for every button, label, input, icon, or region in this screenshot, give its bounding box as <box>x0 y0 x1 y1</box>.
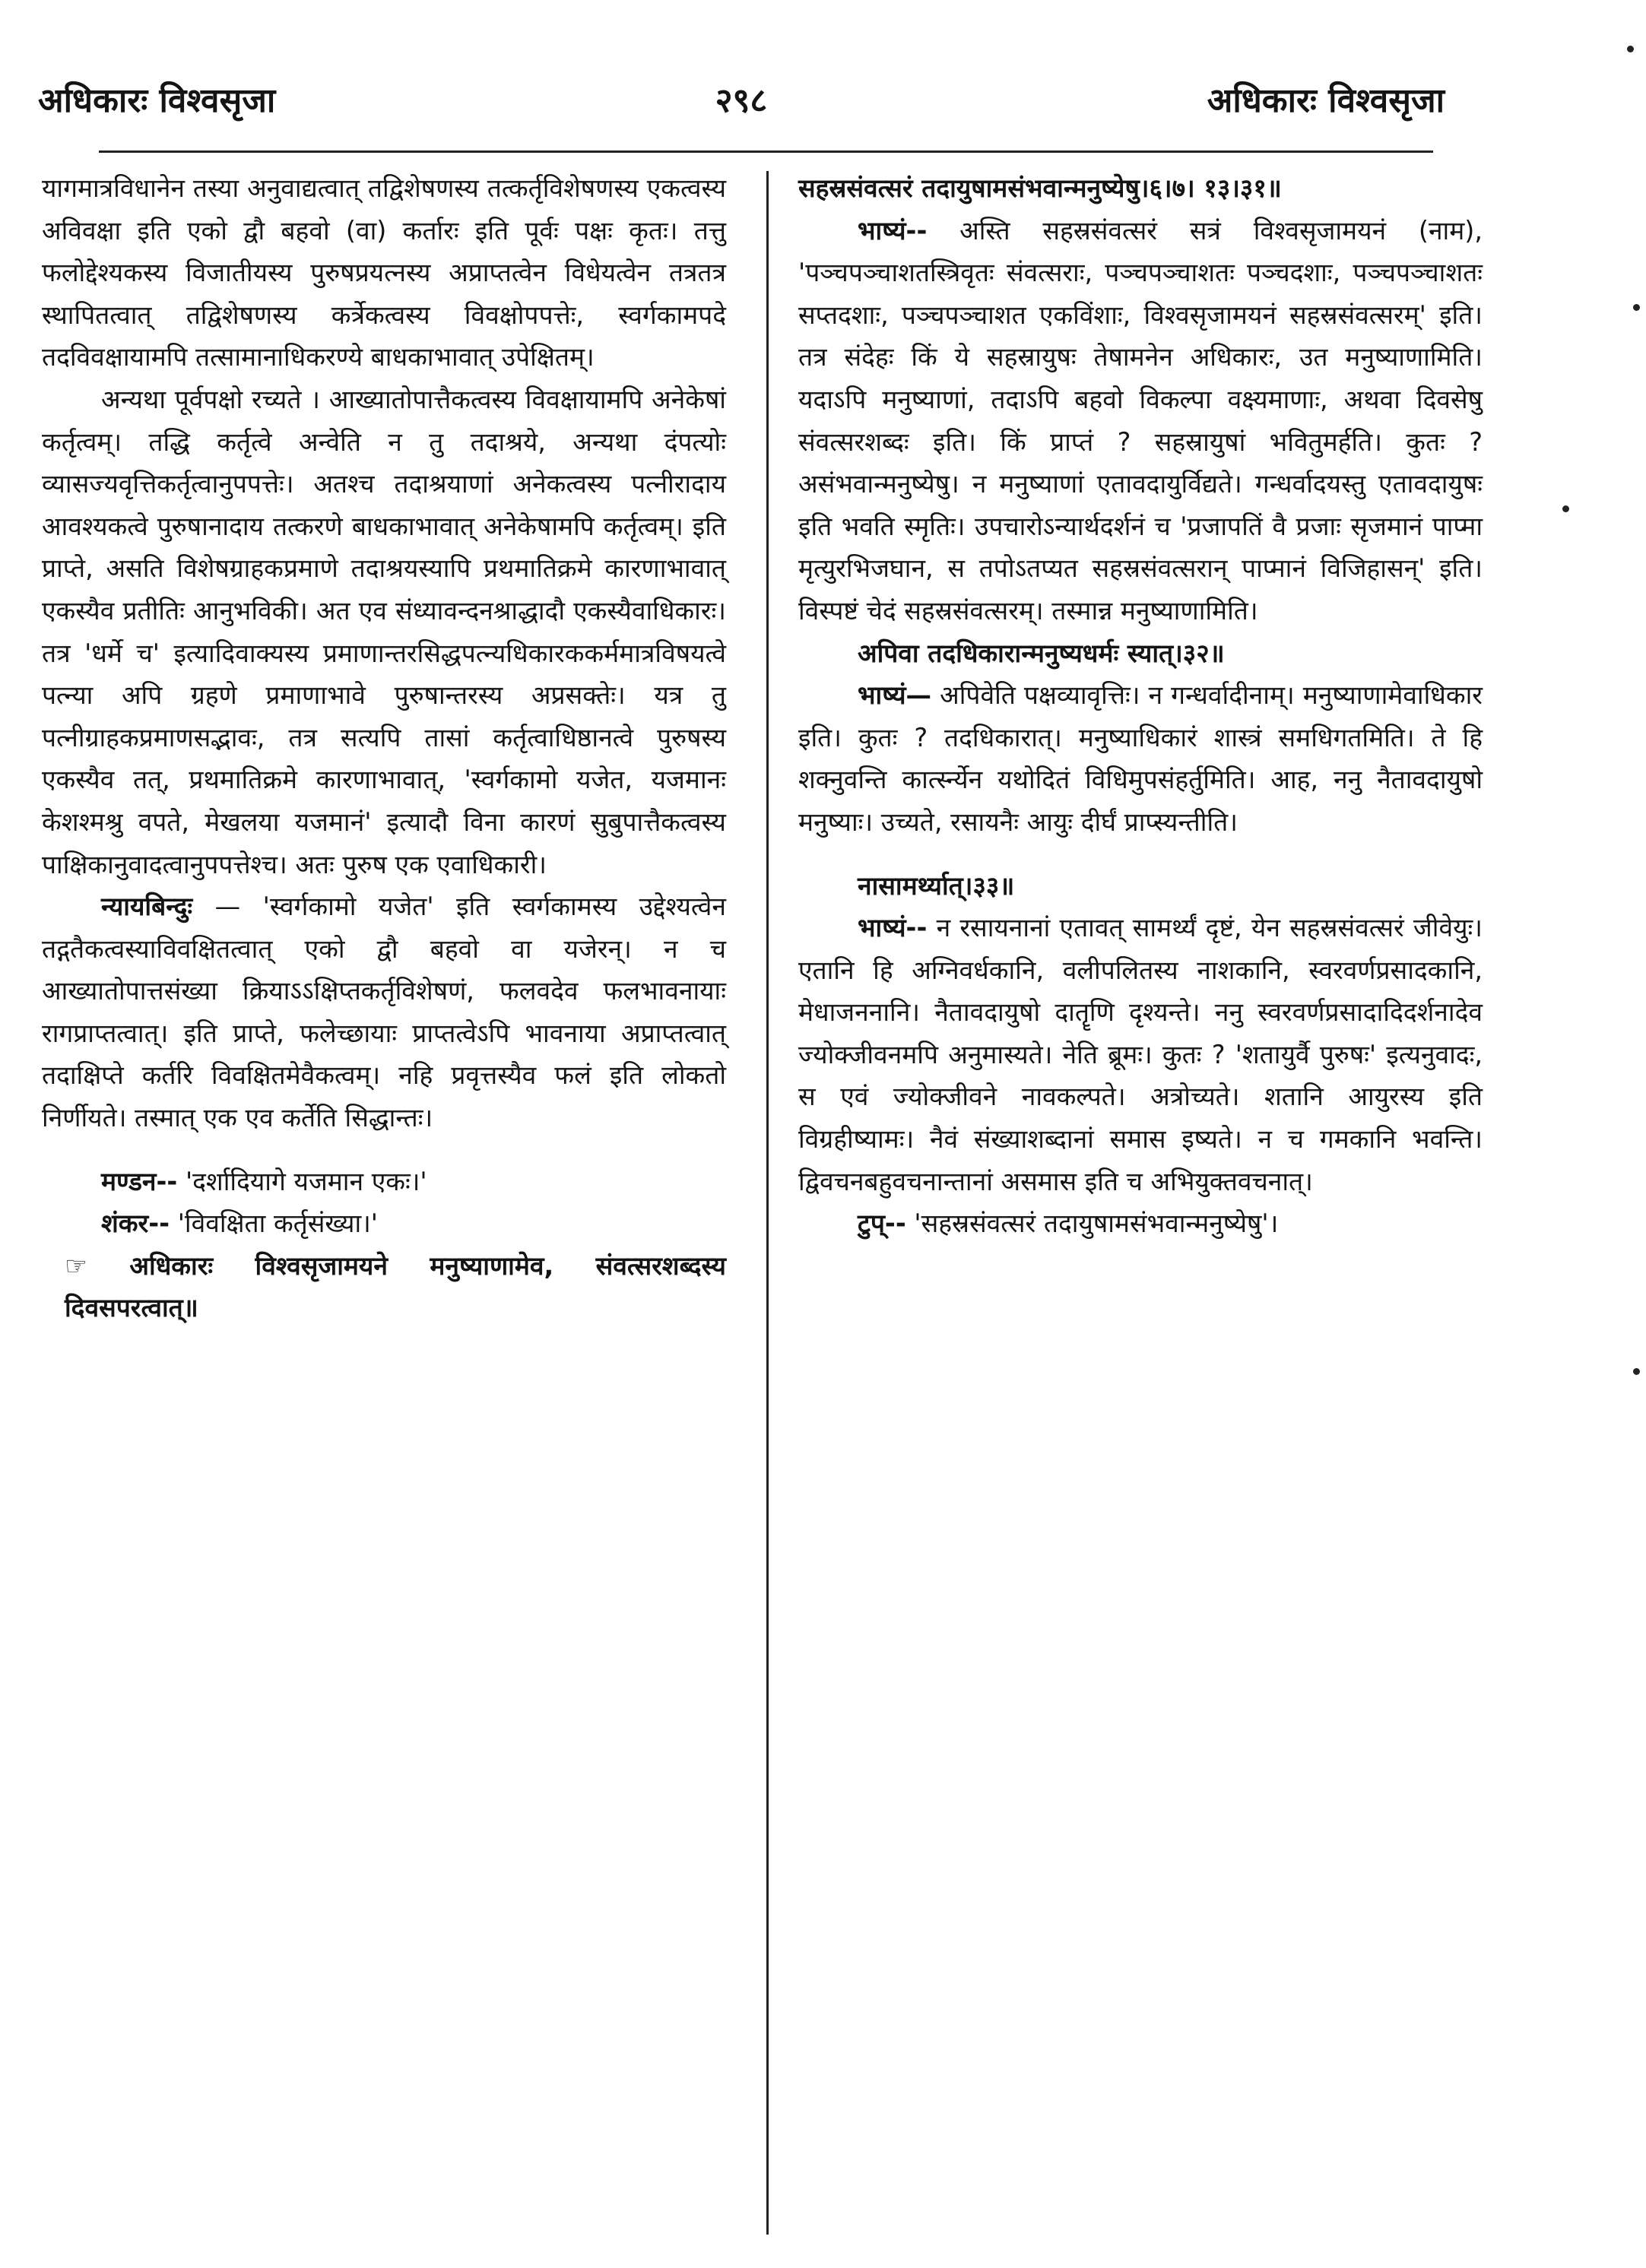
running-title-left: अधिकारः विश्वसृजा <box>38 81 276 120</box>
mandana-label: मण्डन-- <box>101 1166 178 1196</box>
tup-view <box>798 1202 1483 1245</box>
left-paragraph-2: अन्यथा पूर्वपक्षो रच्यते । आख्यातोपात्तैकत्वस्य विवक्षायामपि अनेकेषां कर्तृत्वम्। तद्धि कर्तृत्वे अन्वेति न तु तदाश्रये, अन्यथा दंपत्योः व्यासज्यवृत्तिकर्तृत्वानुपपत्तेः। अतश्च तदाश्रयाणां अनेकत्वस्य पत्नीरादाय आवश्यकत्वे पुरुषानादाय तत्करणे बाधकाभावात् अनेकेषामपि कर्तृत्वम्। इति प्राप्ते, असति विशेषग्राहकप्रमाणे तदाश्रयस्यापि प्रथमातिक्रमे कारणाभावात् एकस्यैव प्रतीतिः आनुभविकी। अत एव संध्यावन्दनश्राद्धादौ एकस्यैवाधिकारः। तत्र 'धर्मे च' इत्यादिवाक्यस्य प्रमाणान्तरसिद्धपत्न्यधिकारककर्ममात्रविषयत्वे पत्न्या अपि ग्रहणे प्रमाणाभावे पुरुषान्तरस्य अप्रसक्तेः। यत्र तु पत्नीग्राहकप्रमाणसद्भावः, तत्र सत्यपि तासां कर्तृत्वाधिष्ठानत्वे पुरुषस्य एकस्यैव तत्, प्रथमातिक्रमे कारणाभावात्, 'स्वर्गकामो यजेत, यजमानः केशश्मश्रु वपते, मेखलया यजमानं' इत्यादौ विना कारणं सुबुपात्तैकत्वस्य पाक्षिकानुवादत्वानुपपत्तेश्च। अतः पुरुष एक एवाधिकारी। <box>42 384 726 879</box>
bhashya-label: भाष्यं-- <box>858 215 928 245</box>
bhashya-32 <box>798 674 1483 843</box>
mandana-text: 'दर्शादियागे यजमान एकः।' <box>185 1166 427 1196</box>
shankara-text: 'विवक्षिता कर्तृसंख्या।' <box>177 1208 379 1239</box>
column-divider <box>766 171 769 2235</box>
margin-dot <box>1627 46 1634 52</box>
shankara-label: शंकर-- <box>101 1208 170 1239</box>
bhashya-33 <box>798 907 1483 1202</box>
margin-dot <box>1562 505 1569 512</box>
sutra-32: अपिवा तदधिकारान्मनुष्यधर्मः स्यात्।३२॥ <box>858 638 1225 668</box>
pointing-hand-icon: ☞ <box>65 1250 88 1281</box>
left-paragraph-1: यागमात्रविधानेन तस्या अनुवाद्यत्वात् तद्विशेषणस्य तत्कर्तृविशेषणस्य एकत्वस्य अविवक्षा इति एको द्वौ बहवो (वा) कर्तारः इति पूर्वः पक्षः कृतः। तत्तु फलोद्देश्यकस्य विजातीयस्य पुरुषप्रयत्नस्य अप्राप्तत्वेन विधेयत्वेन तत्रतत्र स्थापितत्वात् तद्विशेषणस्य कर्त्रेकत्वस्य विवक्षोपपत्तेः, स्वर्गकामपदे तदविवक्षायामपि तत्सामानाधिकरण्ये बाधकाभावात् उपेक्षितम्। <box>42 173 726 372</box>
running-title-right: अधिकारः विश्वसृजा <box>1207 81 1445 120</box>
page-header <box>38 76 1445 144</box>
left-column <box>42 167 726 1329</box>
bhashya-31 <box>798 210 1483 632</box>
tup-text: 'सहस्रसंवत्सरं तदायुषामसंभवान्मनुष्येषु'। <box>914 1208 1279 1239</box>
sutra-31: सहस्रसंवत्सरं तदायुषामसंभवान्मनुष्येषु।६।७। १३।३१॥ <box>798 173 1282 203</box>
nyaya-bindu-paragraph: न्यायबिन्दुः — 'स्वर्गकामो यजेत' इति स्वर्गकामस्य उद्देश्यत्वेन तद्गतैकत्वस्याविवक्षितत्वात् एको द्वौ बहवो वा यजेरन्। न च आख्यातोपात्तसंख्या क्रियाऽऽक्षिप्तकर्तृविशेषणं, फलवदेव फलभावनायाः रागप्राप्तत्वात्। इति प्राप्ते, फलेच्छायाः प्राप्तत्वेऽपि भावनाया अप्राप्तत्वात् तदाक्षिप्ते कर्तरि विवक्षितमेवैकत्वम्। नहि प्रवृत्तस्यैव फलं इति लोकतो निर्णीयते। तस्मात् एक एव कर्तेति सिद्धान्तः। <box>42 892 726 1133</box>
sutra-33: नासामर्थ्यात्।३३॥ <box>858 870 1015 901</box>
bhashya-label: भाष्यं— <box>858 680 932 711</box>
margin-dot <box>1633 1368 1640 1375</box>
bhashya-label: भाष्यं-- <box>858 913 928 943</box>
bhashya-31-text: अस्ति सहस्रसंवत्सरं सत्रं विश्वसृजामयनं (नाम), 'पञ्चपञ्चाशतस्त्रिवृतः संवत्सराः, पञ्चपञ्चाशतः पञ्चदशाः, पञ्चपञ्चाशतः सप्तदशाः, पञ्चपञ्चाशत एकविंशाः, विश्वसृजामयनं सहस्रसंवत्सरम्' इति। तत्र संदेहः किं ये सहस्रायुषः तेषामनेन अधिकारः, उत मनुष्याणामिति। यदाऽपि मनुष्याणां, तदाऽपि बहवो विकल्पा वक्ष्यमाणाः, अथवा दिवसेषु संवत्सरशब्दः इति। किं प्राप्तं ? सहस्रायुषां भवितुमर्हति। कुतः ? असंभवान्मनुष्येषु। न मनुष्याणां एतावदायुर्विद्यते। गन्धर्वादयस्तु एतावदायुषः इति भवति स्मृतिः। उपचारोऽन्यार्थदर्शनं च 'प्रजापतिं वै प्रजाः सृजमानं पाप्मा मृत्युरभिजघान, स तपोऽतप्यत सहस्रसंवत्सरान् पाप्मानं विजिहासन्' इति। विस्पष्टं चेदं सहस्रसंवत्सरम्। तस्मान्न मनुष्याणामिति। <box>798 215 1483 626</box>
bhashya-33-text: न रसायनानां एतावत् सामर्थ्यं दृष्टं, येन सहस्रसंवत्सरं जीवेयुः। एतानि हि अग्निवर्धकानि, वलीपलितस्य नाशकानि, स्वरवर्णप्रसादकानि, मेधाजननानि। नैतावदायुषो दातॄणि दृश्यन्ते। ननु स्वरवर्णप्रसादादिदर्शनादेव ज्योक्जीवनमपि अनुमास्यते। नेति ब्रूमः। कुतः ? 'शतायुर्वै पुरुषः' इत्यनुवादः, स एवं ज्योक्जीवने नावकल्पते। अत्रोच्यते। शतानि आयुरस्य इति विग्रहीष्यामः। नैवं संख्याशब्दानां समास इष्यते। न च गमकानि भवन्ति। द्विवचनबहुवचनान्तानां असमास इति च अभियुक्तवचनात्। <box>798 913 1483 1196</box>
tup-label: टुप्-- <box>858 1208 906 1239</box>
conclusion-text: विश्वसृजामयने मनुष्याणामेव, संवत्सरशब्दस्य दिवसपरत्वात्॥ <box>65 1250 726 1323</box>
page-number: २९८ <box>715 81 768 120</box>
conclusion-label: अधिकारः <box>129 1250 214 1281</box>
nyaya-bindu-text: 'स्वर्गकामो यजेत' इति स्वर्गकामस्य उद्देश्यत्वेन तद्गतैकत्वस्याविवक्षितत्वात् एको द्वौ बहवो वा यजेरन्। न च आख्यातोपात्तसंख्या क्रियाऽऽक्षिप्तकर्तृविशेषणं, फलवदेव फलभावनायाः रागप्राप्तत्वात्। इति प्राप्ते, फलेच्छायाः प्राप्तत्वेऽपि भावनाया अप्राप्तत्वात् तदाक्षिप्ते कर्तरि विवक्षितमेवैकत्वम्। नहि प्रवृत्तस्यैव फलं इति लोकतो निर्णीयते। तस्मात् एक एव कर्तेति सिद्धान्तः। <box>42 892 726 1133</box>
right-column <box>798 167 1483 1245</box>
margin-dot <box>1633 304 1640 311</box>
shankara-view <box>42 1202 726 1245</box>
header-rule <box>99 150 1433 153</box>
conclusion-line <box>42 1245 726 1329</box>
nyaya-bindu-label: न्यायबिन्दुः <box>101 892 193 922</box>
mandana-view <box>42 1161 726 1203</box>
bhashya-32-text: अपिवेति पक्षव्यावृत्तिः। न गन्धर्वादीनाम्। मनुष्याणामेवाधिकार इति। कुतः ? तदधिकारात्। मनुष्याधिकारं शास्त्रं समधिगतमिति। ते हि शक्नुवन्ति कार्त्स्न्येन यथोदितं विधिमुपसंहर्तुमिति। आह, ननु नैतावदायुषो मनुष्याः। उच्यते, रसायनैः आयुः दीर्घं प्राप्स्यन्तीति। <box>798 680 1483 837</box>
